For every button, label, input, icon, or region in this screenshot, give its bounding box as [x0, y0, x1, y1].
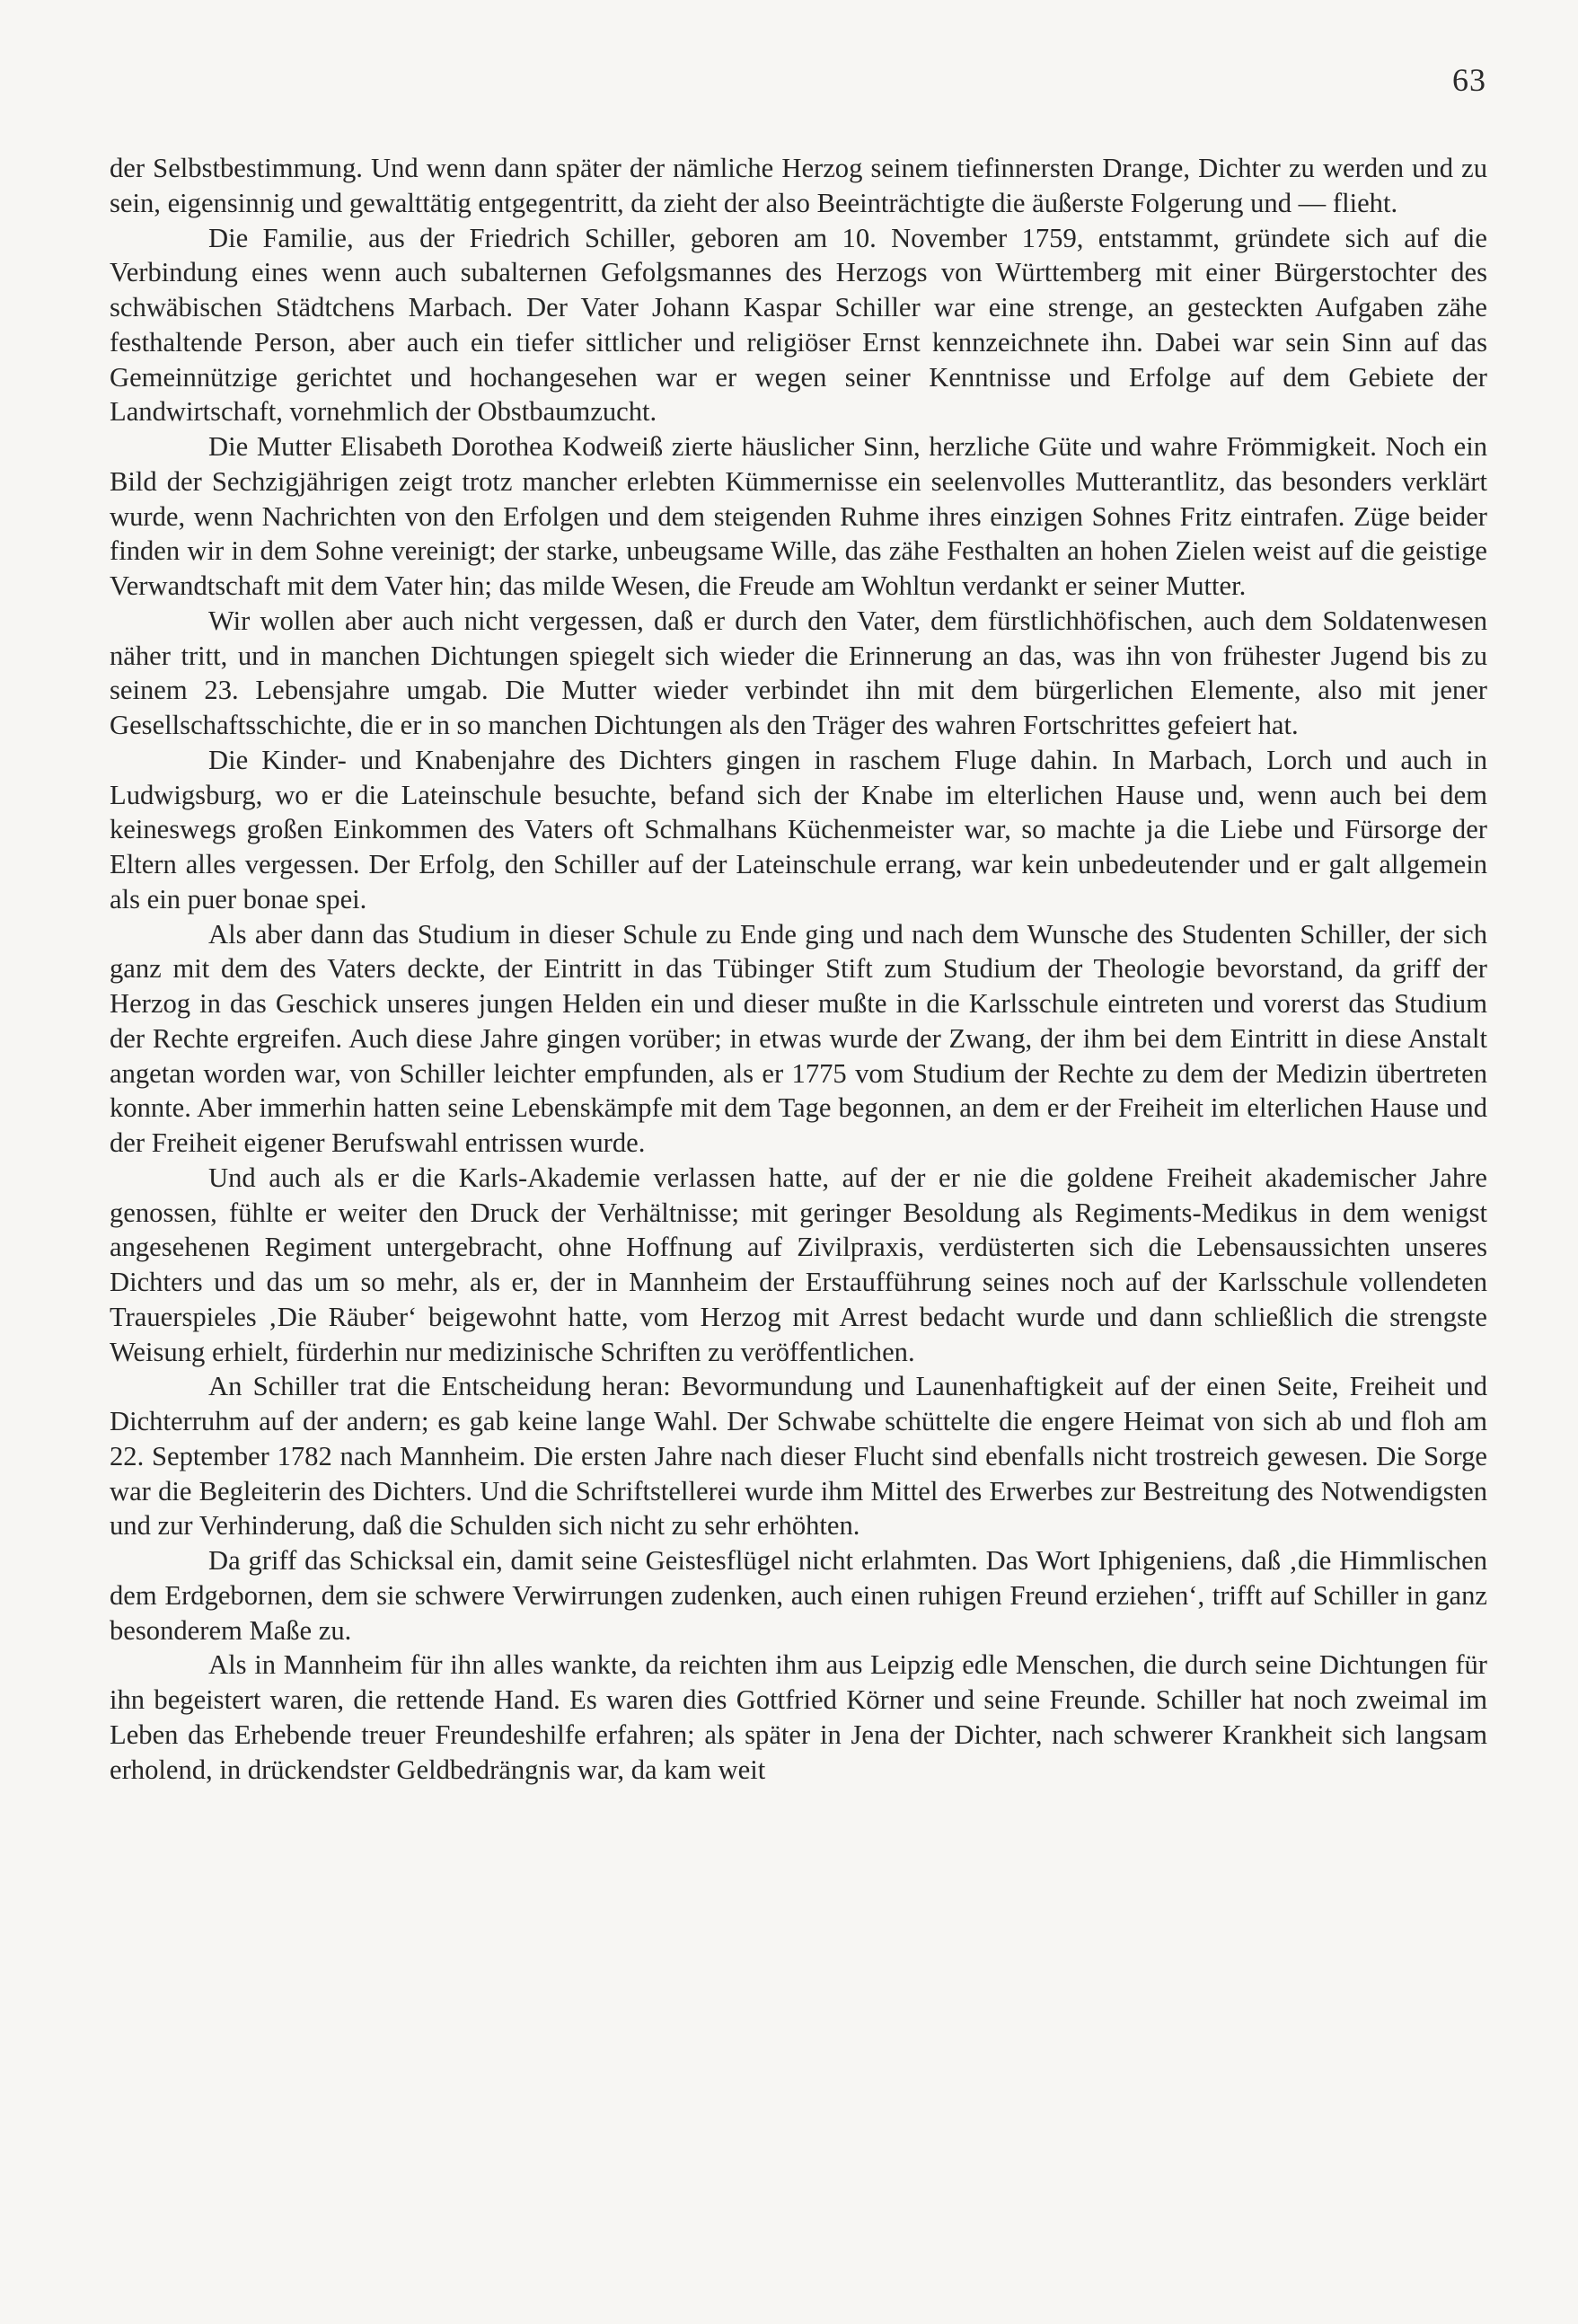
paragraph: Wir wollen aber auch nicht vergessen, daß er durch den Vater, dem fürstlichhöfischen, auch dem Soldatenwesen näher tritt, und in manchen Dichtungen spiegelt sich wieder die Erinnerung an das, was ihn von frühester Jugend bis zu seinem 23. Lebensjahre umgab. Die Mutter wieder verbindet ihn mit dem bürgerlichen Elemente, also mit jener Gesellschaftsschichte, die er in so manchen Dichtungen als den Träger des wahren Fortschrittes gefeiert hat. — [110, 605, 1487, 740]
paragraph: An Schiller trat die Entscheidung heran: Bevormundung und Launenhaftigkeit auf der einen Seite, Freiheit und Dichterruhm auf der andern; es gab keine lange Wahl. Der Schwabe schüttelte die engere Heimat von sich ab und floh am 22. September 1782 nach Mannheim. Die ersten Jahre nach dieser Flucht sind ebenfalls nicht trostreich gewesen. Die Sorge war die Begleiterin des Dichters. Und die Schriftstellerei wurde ihm Mittel des Erwerbes zur Bestreitung des Notwendigsten und zur Verhinderung, daß die Schulden sich nicht zu sehr erhöhten. — [110, 1371, 1487, 1542]
paragraph: Und auch als er die Karls-Akademie verlassen hatte, auf der er nie die goldene Freiheit akademischer Jahre genossen, fühlte er weiter den Druck der Verhältnisse; mit geringer Besoldung als Regiments-Medikus in dem wenigst angesehenen Regiment untergebracht, ohne Hoffnung auf Zivilpraxis, verdüsterten sich die Lebensaussichten unseres Dichters und das um so mehr, als er, der in Mannheim der Erstaufführung seines noch auf der Karlsschule vollendeten Trauerspieles ‚Die Räuber‘ beigewohnt hatte, vom Herzog mit Arrest bedacht wurde und dann schließlich die strengste Weisung erhielt, fürderhin nur medizinische Schriften zu veröffentlichen. — [110, 1162, 1487, 1367]
paragraph: Die Kinder- und Knabenjahre des Dichters gingen in raschem Fluge dahin. In Marbach, Lorch und auch in Ludwigsburg, wo er die Lateinschule besuchte, befand sich der Knabe im elterlichen Hause und, wenn auch bei dem keineswegs großen Einkommen des Vaters oft Schmalhans Küchenmeister war, so machte ja die Liebe und Fürsorge der Eltern alles vergessen. Der Erfolg, den Schiller auf der Lateinschule errang, war kein unbedeutender und er galt allgemein als ein puer bonae spei. — [110, 744, 1487, 915]
paragraph: Die Familie, aus der Friedrich Schiller, geboren am 10. November 1759, entstammt, gründete sich auf die Verbindung eines wenn auch subalternen Gefolgsmannes des Herzogs von Württemberg mit einer Bürgerstochter des schwäbischen Städtchens Marbach. Der Vater Johann Kaspar Schiller war eine strenge, an gesteckten Aufgaben zähe festhaltende Person, aber auch ein tiefer sittlicher und religiöser Ernst kennzeichnete ihn. Dabei war sein Sinn auf das Gemeinnützige gerichtet und hochangesehen war er wegen seiner Kenntnisse und Erfolge auf dem Gebiete der Landwirtschaft, vornehmlich der Obstbaumzucht. — [110, 222, 1487, 428]
paragraph: Als aber dann das Studium in dieser Schule zu Ende ging und nach dem Wunsche des Studenten Schiller, der sich ganz mit dem des Vaters deckte, der Eintritt in das Tübinger Stift zum Studium der Theologie bevorstand, da griff der Herzog in das Geschick unseres jungen Helden ein und dieser mußte in die Karlsschule eintreten und vorerst das Studium der Rechte ergreifen. Auch diese Jahre gingen vorüber; in etwas wurde der Zwang, der ihm bei dem Eintritt in diese Anstalt angetan worden war, von Schiller leichter empfunden, als er 1775 vom Studium der Rechte zu dem der Medizin übertreten konnte. Aber immerhin hatten seine Lebenskämpfe mit dem Tage begonnen, an dem er der Freiheit im elterlichen Hause und der Freiheit eigener Berufswahl entrissen wurde. — [110, 918, 1487, 1158]
paragraph: Da griff das Schicksal ein, damit seine Geistesflügel nicht erlahmten. Das Wort Iphigeniens, daß ‚die Himmlischen dem Erdgebornen, dem sie schwere Verwirrungen zudenken, auch einen ruhigen Freund erziehen‘, trifft auf Schiller in ganz besonderem Maße zu. — [110, 1545, 1487, 1646]
page-number: 63 — [1452, 62, 1486, 98]
paragraph: Die Mutter Elisabeth Dorothea Kodweiß zierte häuslicher Sinn, herzliche Güte und wahre Frömmigkeit. Noch ein Bild der Sechzigjährigen zeigt trotz mancher erlebten Kümmernisse ein seelenvolles Mutterantlitz, das besonders verklärt wurde, wenn Nachrichten von den Erfolgen und dem steigenden Ruhme ihres einzigen Sohnes Fritz eintrafen. Züge beider finden wir in dem Sohne vereinigt; der starke, unbeugsame Wille, das zähe Festhalten an hohen Zielen weist auf die geistige Verwandtschaft mit dem Vater hin; das milde Wesen, die Freude am Wohltun verdankt er seiner Mutter. — [110, 431, 1487, 601]
body-text — [110, 151, 1487, 1787]
paragraph: Als in Mannheim für ihn alles wankte, da reichten ihm aus Leipzig edle Menschen, die durch seine Dichtungen für ihn begeistert waren, die rettende Hand. Es waren dies Gottfried Körner und seine Freunde. Schiller hat noch zweimal im Leben das Erhebende treuer Freundeshilfe erfahren; als später in Jena der Dichter, nach schwerer Krankheit sich langsam erholend, in drückendster Geldbedrängnis war, da kam weit — [110, 1649, 1487, 1785]
paragraph: der Selbstbestimmung. Und wenn dann später der nämliche Herzog seinem tiefinnersten Drange, Dichter zu werden und zu sein, eigensinnig und gewalttätig entgegentritt, da zieht der also Beeinträchtigte die äußerste Folgerung und — flieht. — [110, 153, 1487, 218]
